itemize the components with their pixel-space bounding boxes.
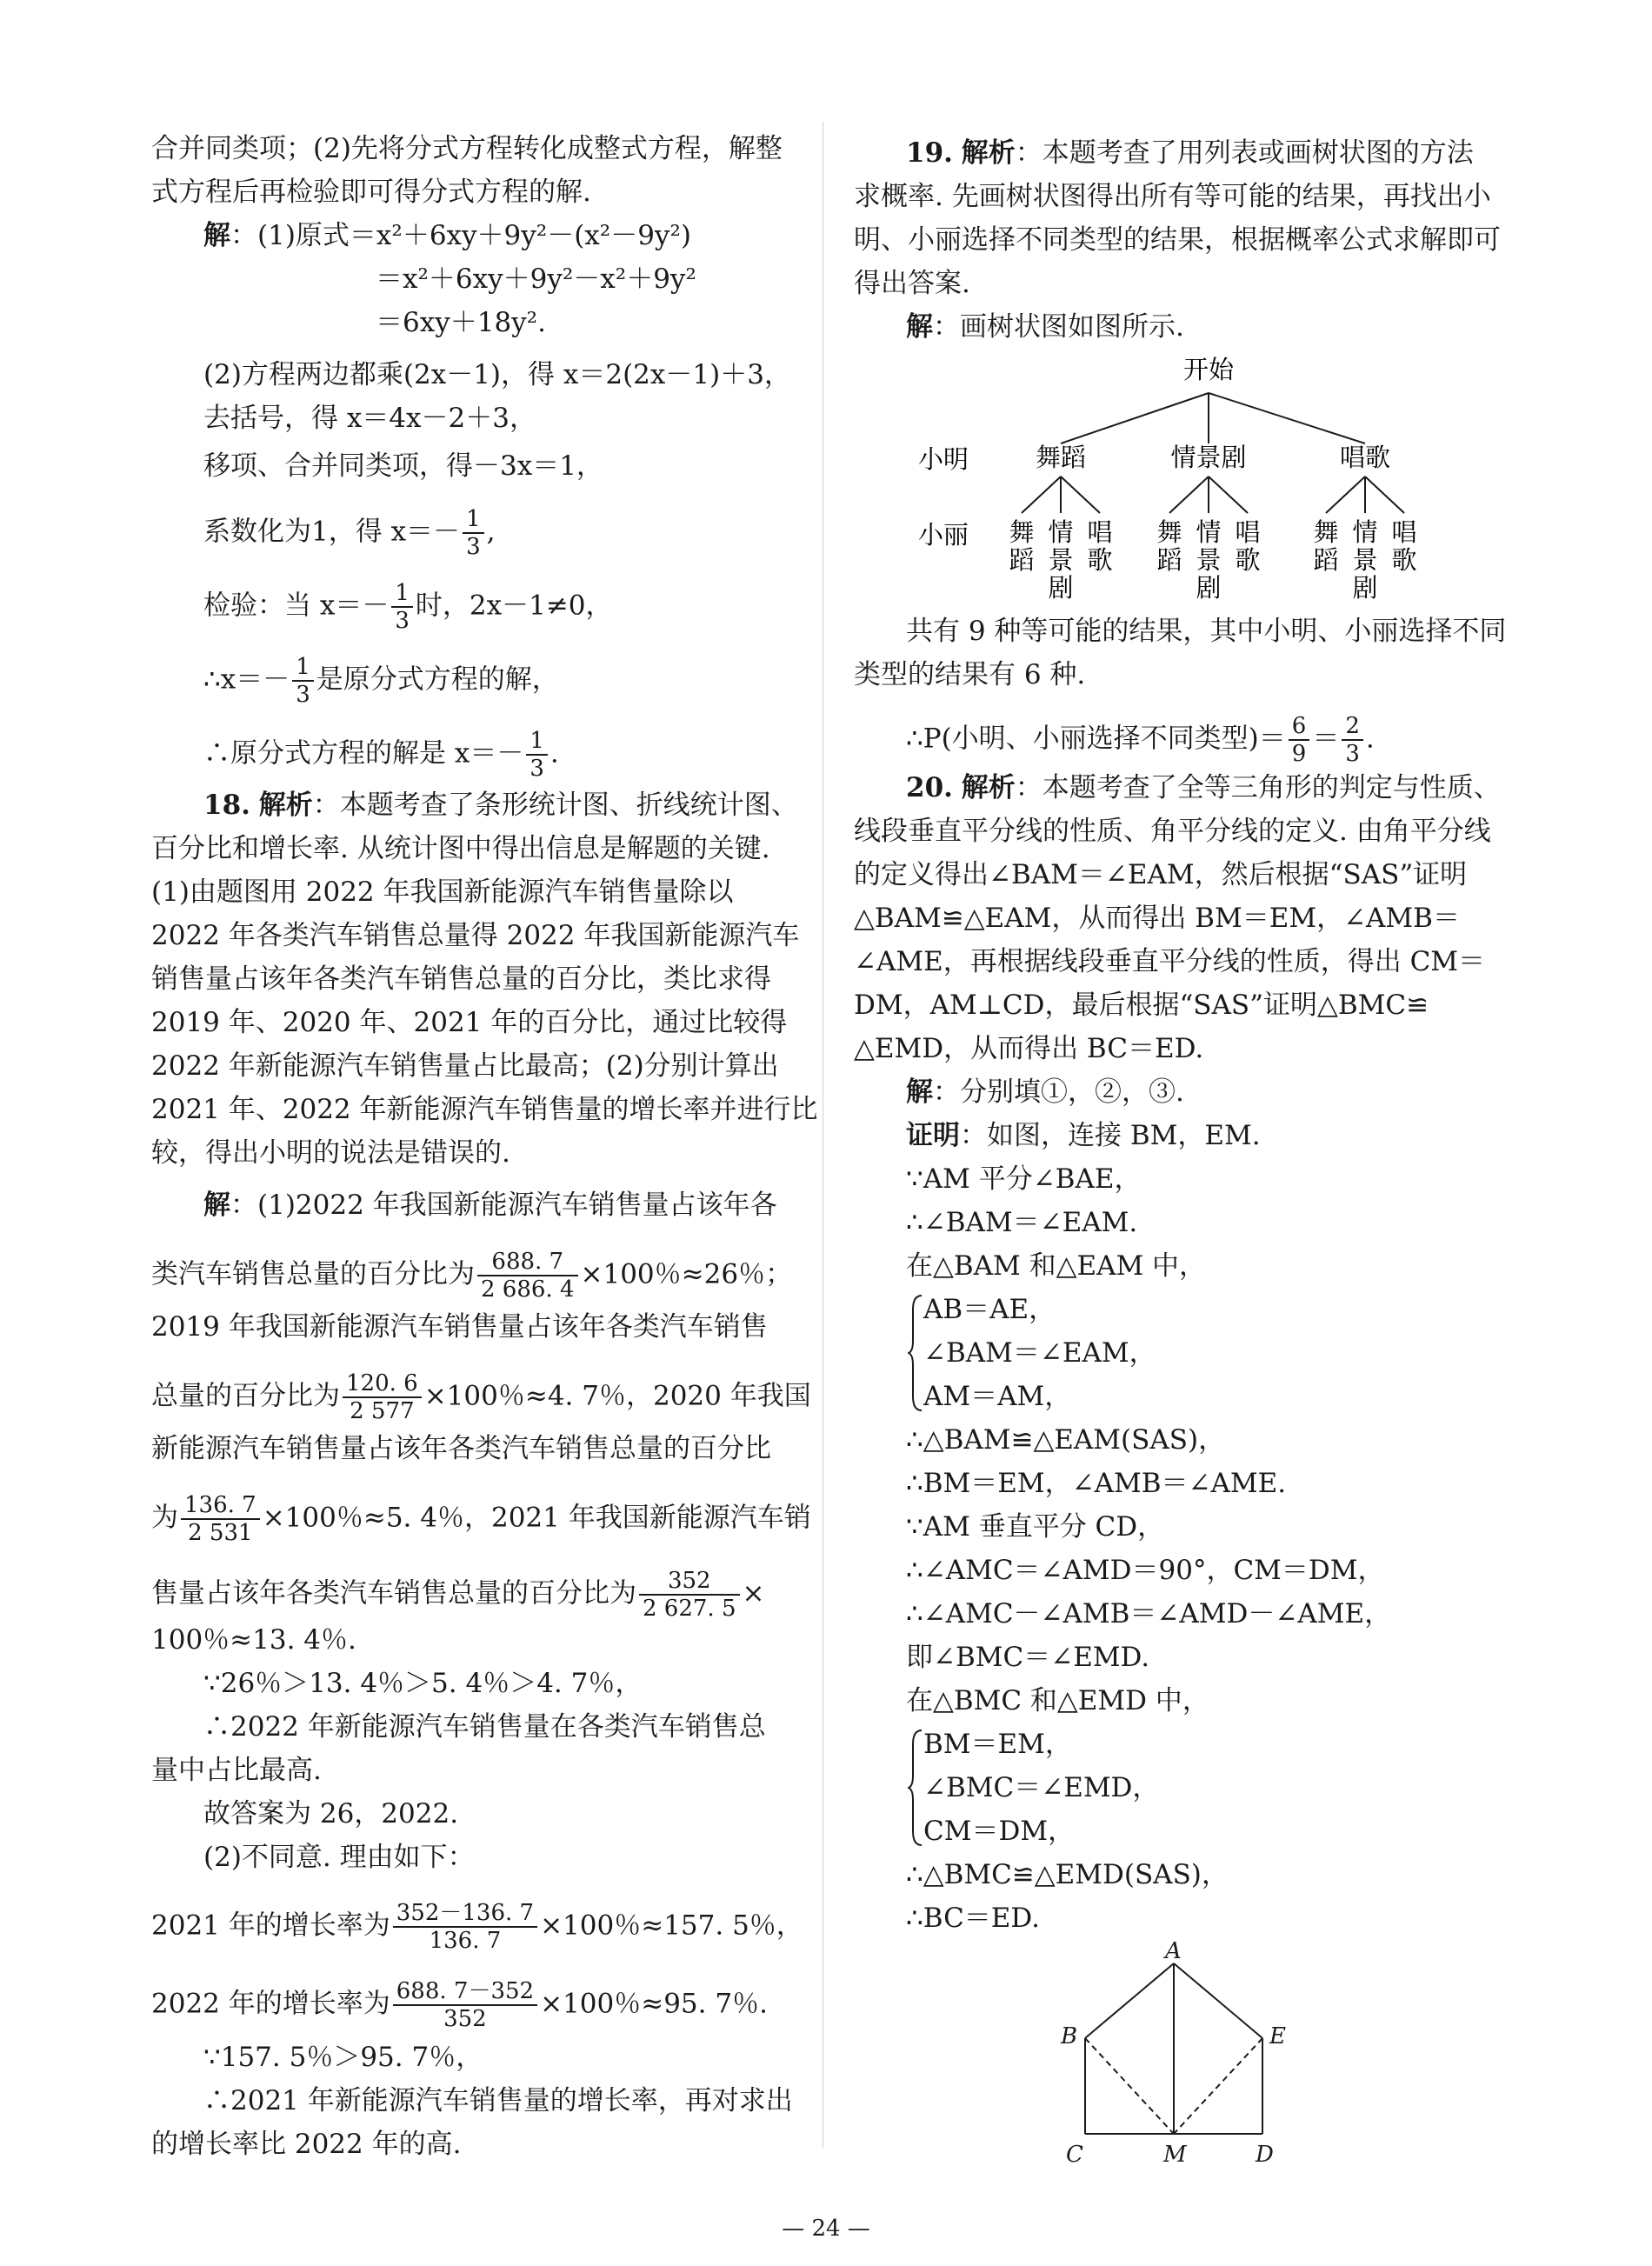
text-span: ：本题考查了全等三角形的判定与性质、 <box>1015 772 1501 803</box>
proof-line: AM＝AM， <box>923 1381 1072 1412</box>
solution-label: 解 <box>906 311 933 343</box>
text-line: 百分比和增长率. 从统计图中得出信息是解题的关键. <box>151 833 770 864</box>
text-line <box>151 1492 811 1546</box>
solution-line <box>906 310 1184 344</box>
fraction <box>477 1249 578 1303</box>
text-line: 2022 年新能源汽车销售量占比最高；(2)分别计算出 <box>151 1050 779 1082</box>
text-span: 检验：当 x＝－ <box>203 590 390 622</box>
denominator: 2 686. 4 <box>481 1276 575 1303</box>
geometry-figure <box>1052 1939 1313 2174</box>
text-line: 较，得出小明的说法是错误的. <box>151 1137 510 1169</box>
text-line: 得出答案. <box>854 268 970 299</box>
text-line: 共有 9 种等可能的结果，其中小明、小丽选择不同 <box>906 616 1507 647</box>
text-line: 销售量占该年各类汽车销售总量的百分比，类比求得 <box>151 963 771 995</box>
text-line: 量中占比最高. <box>151 1755 322 1786</box>
text-span: 类汽车销售总量的百分比为 <box>151 1258 475 1290</box>
proof-line: ∵AM 平分∠BAE， <box>906 1163 1142 1195</box>
text-span: ×100％≈4. 7％，2020 年我国 <box>423 1380 811 1412</box>
proof-line: ∴△BMC≌△EMD(SAS)， <box>906 1859 1229 1890</box>
tree-leaf-char: 蹈 <box>1156 545 1182 575</box>
text-line: 的增长率比 2022 年的高. <box>151 2129 462 2160</box>
tree-leaf-char: 情 <box>1352 517 1378 547</box>
numerator: 1 <box>391 580 413 608</box>
text-line: 的定义得出∠BAM＝∠EAM，然后根据“SAS”证明 <box>854 859 1468 890</box>
analysis-label: 解析 <box>961 137 1016 169</box>
text-span: ：画树状图如图所示. <box>933 311 1184 343</box>
text-span: ：本题考查了条形统计图、折线统计图、 <box>312 790 798 821</box>
segment-BM <box>1085 2038 1174 2134</box>
proof-line: ∠BAM＝∠EAM， <box>923 1337 1156 1369</box>
text-span: 时，2x－1≠0， <box>415 590 613 622</box>
proof-line: 在△BMC 和△EMD 中， <box>906 1685 1209 1716</box>
solution-line <box>906 1075 1184 1110</box>
tree-row-label: 小明 <box>917 444 969 474</box>
text-span: ∴P(小明、小丽选择不同类型)＝ <box>906 723 1286 755</box>
fraction <box>1342 713 1363 767</box>
proof-label: 证明 <box>906 1120 960 1151</box>
fraction <box>639 1568 740 1622</box>
numerator: 688. 7－352 <box>393 1978 537 2006</box>
tree-node: 舞蹈 <box>1035 443 1087 472</box>
analysis-label: 解析 <box>961 772 1016 803</box>
tree-root: 开始 <box>1182 355 1235 384</box>
denominator: 3 <box>530 756 544 782</box>
text-line: (1)由题图用 2022 年我国新能源汽车销售量除以 <box>151 876 734 908</box>
tree-leaf-char: 剧 <box>1196 573 1222 603</box>
text-line <box>203 580 613 634</box>
text-span: ×100％≈26％； <box>580 1258 793 1290</box>
tree-leaf-char: 蹈 <box>1313 545 1339 575</box>
tree-leaf-char: 唱 <box>1391 517 1417 547</box>
tree-node: 唱歌 <box>1339 443 1391 472</box>
numerator: 1 <box>463 506 484 534</box>
text-span: . <box>1365 723 1375 755</box>
solution-label: 解 <box>203 1190 230 1221</box>
fraction <box>1289 713 1310 767</box>
text-line: ∵26％＞13. 4％＞5. 4％＞4. 7％， <box>203 1668 643 1699</box>
denominator: 2 627. 5 <box>643 1596 736 1622</box>
numerator: 120. 6 <box>343 1370 422 1398</box>
question-number: 20. <box>906 772 953 803</box>
text-span: ：如图，连接 BM，EM. <box>960 1120 1261 1151</box>
page-number: — 24 — <box>782 2216 870 2242</box>
text-line: 移项、合并同类项，得－3x＝1， <box>203 450 603 482</box>
text-line: 合并同类项；(2)先将分式方程转化成整式方程，解整 <box>151 133 783 164</box>
point-label-B: B <box>1061 2023 1078 2049</box>
question-19-header <box>906 136 1474 170</box>
proof-line: CM＝DM， <box>923 1816 1076 1847</box>
denominator: 352 <box>443 2006 487 2032</box>
analysis-label: 解析 <box>258 790 313 821</box>
text-line <box>151 1370 811 1424</box>
text-line <box>151 1978 768 2032</box>
text-span: 2021 年的增长率为 <box>151 1909 390 1942</box>
tree-leaf-char: 舞 <box>1313 517 1339 547</box>
text-line: 100％≈13. 4％. <box>151 1624 356 1656</box>
tree-leaf-char: 舞 <box>1156 517 1182 547</box>
tree-leaf-char: 景 <box>1048 545 1074 575</box>
proof-line: BM＝EM， <box>923 1729 1072 1760</box>
text-span: ∴x＝－ <box>203 663 290 696</box>
proof-line: ∵AM 垂直平分 CD， <box>906 1511 1165 1543</box>
text-span: 为 <box>151 1502 178 1534</box>
tree-leaf-char: 景 <box>1352 545 1378 575</box>
denominator: 136. 7 <box>429 1928 502 1954</box>
text-line: 系数化为1，得 x＝－ $\frac{1}{3}$ , <box>203 506 496 560</box>
tree-leaf-char: 情 <box>1048 517 1074 547</box>
point-label-C: C <box>1066 2142 1083 2168</box>
tree-diagram <box>904 348 1443 609</box>
tree-leaves <box>1009 517 1416 603</box>
tree-node: 情景剧 <box>1170 443 1247 472</box>
point-label-D: D <box>1256 2142 1274 2168</box>
fraction <box>391 580 413 634</box>
fraction <box>181 1492 260 1546</box>
text-line: 求概率. 先画树状图得出所有等可能的结果，再找出小 <box>854 181 1491 212</box>
denominator: 3 <box>466 534 481 560</box>
proof-line: ∴∠AMC＝∠AMD＝90°，CM＝DM， <box>906 1555 1385 1586</box>
text-span: ：(1)2022 年我国新能源汽车销售量占该年各 <box>230 1190 777 1221</box>
equation: ：(1)原式＝x²＋6xy＋9y²－(x²－9y²) <box>230 220 691 251</box>
segment-AE <box>1174 1963 1262 2038</box>
text-line: △EMD，从而得出 BC＝ED. <box>854 1033 1204 1064</box>
text-line: 新能源汽车销售量占该年各类汽车销售总量的百分比 <box>151 1433 771 1464</box>
denominator: 2 531 <box>188 1520 253 1546</box>
fraction <box>292 654 314 708</box>
tree-row-label: 小丽 <box>917 520 969 550</box>
text-span: 2022 年的增长率为 <box>151 1988 390 2020</box>
segment-EM <box>1174 2038 1262 2134</box>
numerator: 2 <box>1342 713 1363 741</box>
text-line: ∴原分式方程的解是 x＝－ $\frac{1}{3}$ . <box>203 728 559 782</box>
solution-label: 解 <box>203 220 230 251</box>
text-line <box>151 1249 792 1303</box>
text-span: ：分别填①，②，③. <box>933 1076 1184 1108</box>
tree-leaf-char: 剧 <box>1048 573 1074 603</box>
numerator: 352－136. 7 <box>393 1900 537 1928</box>
brace <box>908 1727 925 1849</box>
segment-AB <box>1085 1963 1174 2038</box>
text-line: 2019 年我国新能源汽车销售量占该年各类汽车销售 <box>151 1311 768 1343</box>
numerator: 1 <box>526 728 548 756</box>
solution-line <box>203 1188 777 1223</box>
tree-leaf-char: 歌 <box>1235 545 1261 575</box>
tree-leaf-char: 蹈 <box>1009 545 1035 575</box>
proof-line: 在△BAM 和△EAM 中， <box>906 1250 1207 1282</box>
text-line: 式方程后再检验即可得分式方程的解. <box>151 177 591 208</box>
proof-line: ∴BM＝EM，∠AMB＝∠AME. <box>906 1468 1287 1499</box>
solution-label: 解 <box>906 1076 933 1108</box>
text-line: (2)方程两边都乘(2x－1)，得 x＝2(2x－1)＋3， <box>203 359 791 390</box>
brace <box>908 1292 925 1414</box>
proof-line <box>906 1118 1261 1153</box>
tree-leaf-char: 剧 <box>1352 573 1378 603</box>
equation: ＝6xy＋18y². <box>376 307 546 338</box>
fraction <box>463 506 484 560</box>
denominator: 2 577 <box>350 1398 415 1424</box>
fraction <box>393 1978 537 2032</box>
question-number: 19. <box>906 137 953 169</box>
point-label-E: E <box>1269 2023 1286 2049</box>
text-span: × <box>742 1577 765 1610</box>
fraction <box>526 728 548 782</box>
text-line: 故答案为 26，2022. <box>203 1798 459 1829</box>
numerator: 6 <box>1289 713 1310 741</box>
numerator: 1 <box>292 654 314 682</box>
text-span: ×100％≈95. 7％. <box>540 1988 768 2020</box>
text-line: 2019 年、2020 年、2021 年的百分比，通过比较得 <box>151 1007 788 1038</box>
figure-lines <box>1085 1963 1262 2134</box>
text-line: 去括号，得 x＝4x－2＋3， <box>203 403 536 434</box>
numerator: 136. 7 <box>181 1492 260 1520</box>
text-line <box>151 1568 765 1622</box>
tree-leaf-char: 情 <box>1196 517 1222 547</box>
text-line: ∠AME，再根据线段垂直平分线的性质，得出 CM＝ <box>854 946 1486 977</box>
text-span: 售量占该年各类汽车销售总量的百分比为 <box>151 1577 636 1610</box>
text-span: 系数化为1，得 x＝－ <box>203 516 461 548</box>
denominator: 3 <box>296 682 310 708</box>
text-line: 类型的结果有 6 种. <box>854 659 1086 690</box>
equation: ＝x²＋6xy＋9y²－x²＋9y² <box>376 263 696 295</box>
fraction <box>393 1900 537 1954</box>
point-label-M: M <box>1163 2142 1187 2168</box>
text-line: ∴2021 年新能源汽车销售量的增长率，再对求出 <box>203 2085 793 2116</box>
denominator: 3 <box>395 608 410 634</box>
question-number: 18. <box>203 790 250 821</box>
proof-line: ∠BMC＝∠EMD， <box>923 1772 1160 1803</box>
tree-leaf-char: 舞 <box>1009 517 1035 547</box>
text-span: ×100％≈5. 4％，2021 年我国新能源汽车销 <box>262 1502 811 1534</box>
text-line: 2022 年各类汽车销售总量得 2022 年我国新能源汽车 <box>151 920 800 951</box>
text-span: ：本题考查了用列表或画树状图的方法 <box>1015 137 1474 169</box>
text-line: 明、小丽选择不同类型的结果，根据概率公式求解即可 <box>854 224 1501 256</box>
text-line: DM，AM⊥CD，最后根据“SAS”证明△BMC≌ <box>854 990 1429 1021</box>
text-line: ∵157. 5％＞95. 7％， <box>203 2042 483 2073</box>
proof-line: ∴∠AMC－∠AMB＝∠AMD－∠AME， <box>906 1598 1392 1630</box>
numerator: 352 <box>639 1568 740 1596</box>
point-label-A: A <box>1165 1939 1182 1964</box>
text-line <box>906 713 1375 767</box>
proof-line: ∴△BAM≌△EAM(SAS)， <box>906 1424 1226 1456</box>
solution-line <box>203 218 691 253</box>
text-line: △BAM≌△EAM，从而得出 BM＝EM，∠AMB＝ <box>854 903 1460 934</box>
question-18-header <box>203 788 798 823</box>
text-span: ×100％≈157. 5％， <box>540 1909 803 1942</box>
denominator: 3 <box>1345 741 1360 767</box>
proof-line: 即∠BMC＝∠EMD. <box>906 1642 1150 1673</box>
tree-leaf-char: 景 <box>1196 545 1222 575</box>
question-20-header <box>906 770 1501 805</box>
text-line: ∴2022 年新能源汽车销售量在各类汽车销售总 <box>203 1711 766 1743</box>
tree-leaf-char: 歌 <box>1087 545 1113 575</box>
text-span: ∴原分式方程的解是 x＝－ <box>203 737 524 770</box>
text-line: (2)不同意. 理由如下： <box>203 1842 475 1873</box>
text-span: ＝ <box>1312 723 1340 755</box>
tree-leaf-char: 唱 <box>1087 517 1113 547</box>
numerator: 688. 7 <box>477 1249 578 1276</box>
tree-leaf-char: 歌 <box>1391 545 1417 575</box>
text-line <box>203 654 559 708</box>
text-line: 2021 年、2022 年新能源汽车销售量的增长率并进行比 <box>151 1094 818 1125</box>
text-line <box>151 1900 803 1954</box>
text-span: 是原分式方程的解， <box>316 663 559 696</box>
fraction <box>343 1370 422 1424</box>
proof-line: ∴∠BAM＝∠EAM. <box>906 1207 1138 1238</box>
proof-line: AB＝AE， <box>923 1294 1056 1325</box>
text-span: 总量的百分比为 <box>151 1380 340 1412</box>
tree-leaf-char: 唱 <box>1235 517 1261 547</box>
denominator: 9 <box>1291 741 1307 767</box>
text-line: 线段垂直平分线的性质、角平分线的定义. 由角平分线 <box>854 816 1491 847</box>
proof-line: ∴BC＝ED. <box>906 1903 1041 1934</box>
